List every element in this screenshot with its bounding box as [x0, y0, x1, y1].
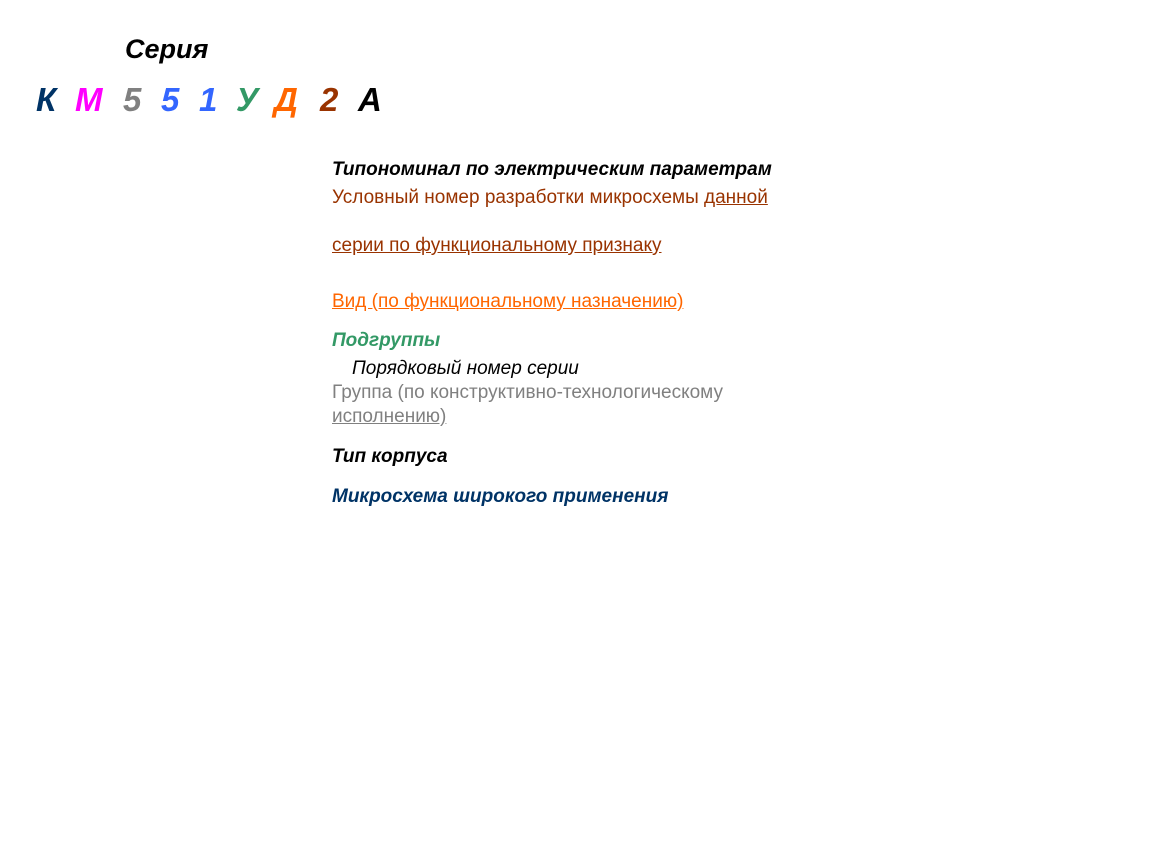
package-type-label: Тип корпуса	[332, 446, 448, 467]
development-number-continuation: серии по функциональному признаку	[332, 235, 662, 256]
wide-use-label: Микросхема широкого применения	[332, 486, 669, 507]
development-number-text: Условный номер разработки микросхемы	[332, 187, 705, 208]
code-char-2: 2	[320, 81, 339, 118]
functional-type-label: Вид (по функциональному назначению)	[332, 291, 684, 312]
group-label: Группа (по конструктивно-технологическому	[332, 382, 723, 403]
code-char-d: Д	[274, 81, 298, 118]
code-char-5-first: 5	[123, 81, 142, 118]
series-title: Серия	[125, 34, 209, 64]
code-char-1: 1	[199, 81, 218, 118]
code-char-k: К	[36, 81, 57, 118]
group-label-continuation: исполнению)	[332, 406, 447, 427]
development-number-label	[332, 186, 768, 210]
code-char-a: А	[358, 81, 382, 118]
development-number-underlined: данной	[704, 187, 768, 208]
subgroups-label: Подгруппы	[332, 330, 441, 351]
electrical-rating-label: Типономинал по электрическим параметрам	[332, 159, 772, 180]
series-number-label: Порядковый номер серии	[352, 358, 579, 379]
code-char-m: М	[75, 81, 103, 118]
code-char-u: У	[236, 81, 259, 118]
code-char-5-second: 5	[161, 81, 180, 118]
